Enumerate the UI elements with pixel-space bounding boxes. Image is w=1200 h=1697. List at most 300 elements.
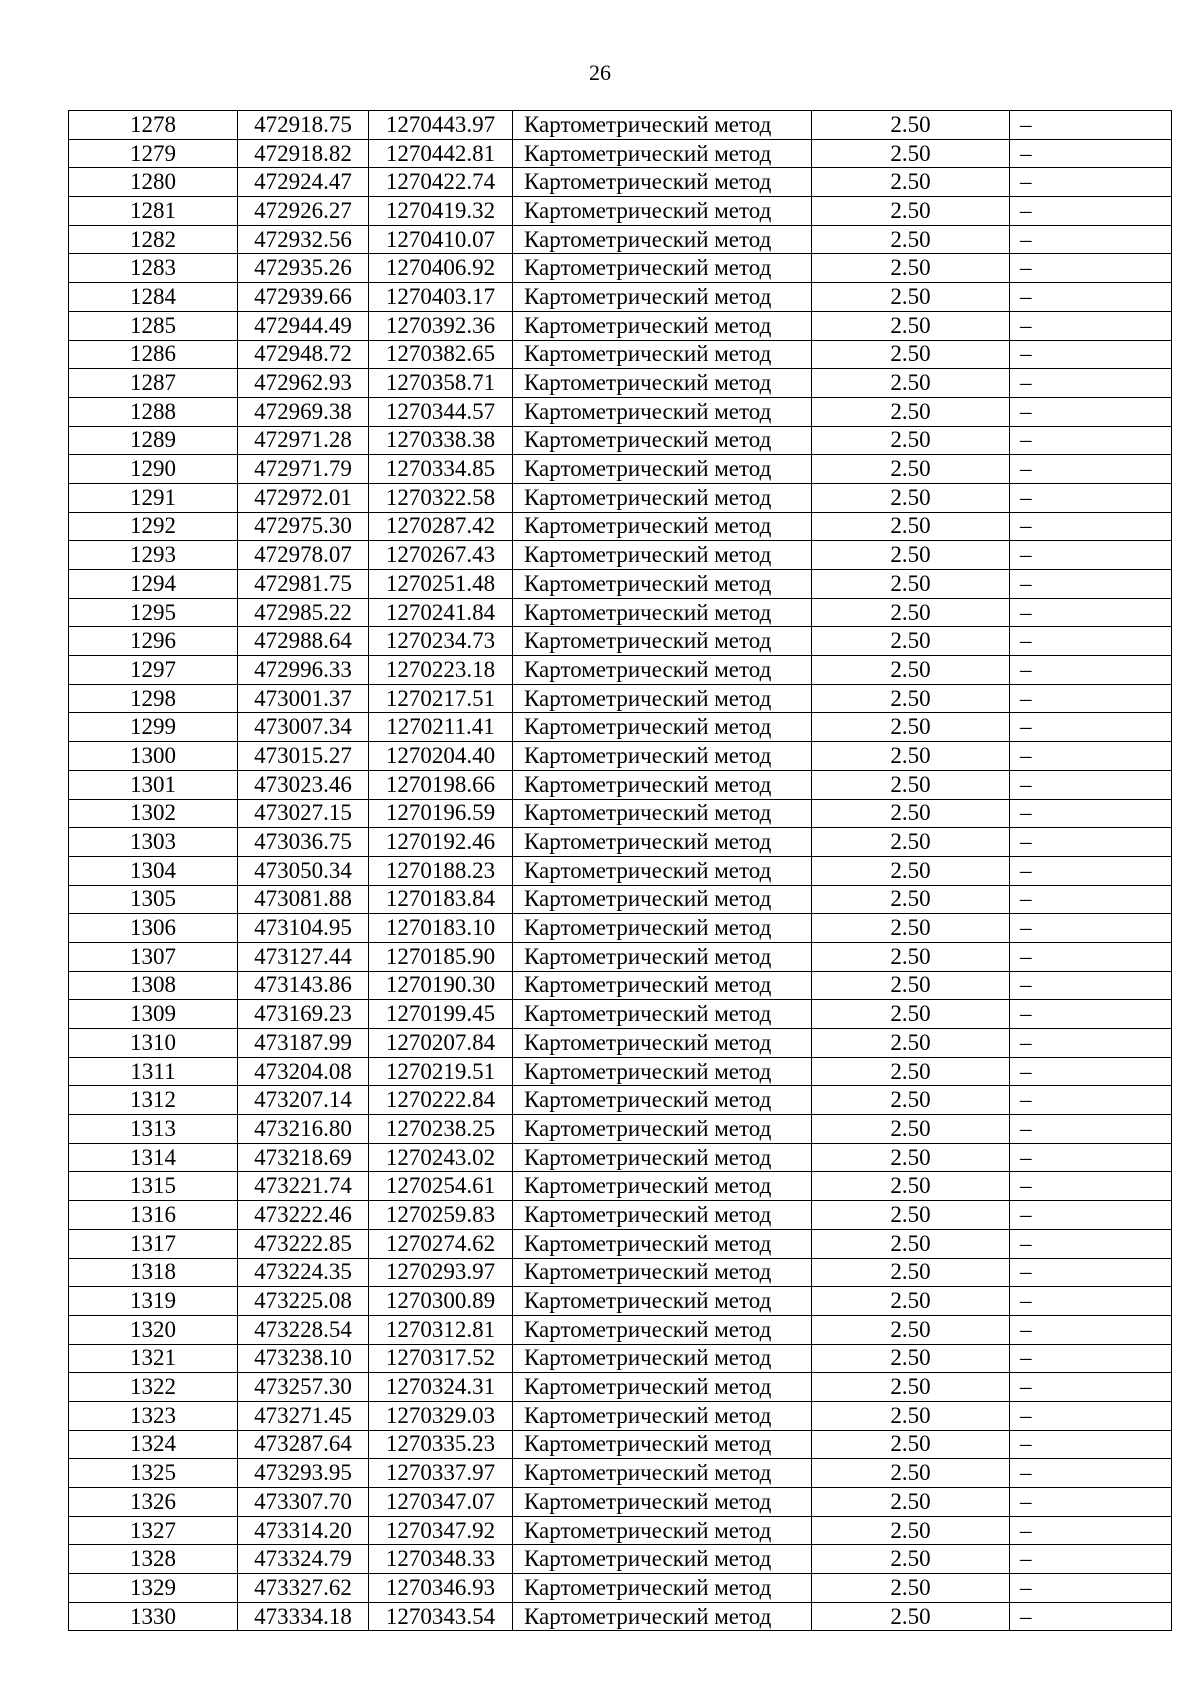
point-number-cell: 1328: [69, 1545, 238, 1574]
y-coordinate-cell: 1270346.93: [369, 1574, 513, 1603]
method-cell: Картометрический метод: [513, 1229, 812, 1258]
x-coordinate-cell: 473187.99: [238, 1029, 369, 1058]
note-cell: –: [1010, 598, 1172, 627]
note-cell: –: [1010, 1545, 1172, 1574]
note-cell: –: [1010, 1315, 1172, 1344]
method-cell: Картометрический метод: [513, 512, 812, 541]
method-cell: Картометрический метод: [513, 713, 812, 742]
y-coordinate-cell: 1270287.42: [369, 512, 513, 541]
accuracy-cell: 2.50: [812, 656, 1010, 685]
note-cell: –: [1010, 1488, 1172, 1517]
note-cell: –: [1010, 656, 1172, 685]
note-cell: –: [1010, 340, 1172, 369]
x-coordinate-cell: 473222.46: [238, 1201, 369, 1230]
table-row: [69, 1344, 1172, 1373]
note-cell: –: [1010, 1516, 1172, 1545]
note-cell: –: [1010, 1115, 1172, 1144]
method-cell: Картометрический метод: [513, 770, 812, 799]
note-cell: –: [1010, 828, 1172, 857]
method-cell: Картометрический метод: [513, 139, 812, 168]
point-number-cell: 1307: [69, 942, 238, 971]
point-number-cell: 1294: [69, 570, 238, 599]
x-coordinate-cell: 473224.35: [238, 1258, 369, 1287]
x-coordinate-cell: 472926.27: [238, 197, 369, 226]
y-coordinate-cell: 1270358.71: [369, 369, 513, 398]
table-row: [69, 197, 1172, 226]
accuracy-cell: 2.50: [812, 1029, 1010, 1058]
point-number-cell: 1292: [69, 512, 238, 541]
note-cell: –: [1010, 684, 1172, 713]
method-cell: Картометрический метод: [513, 1401, 812, 1430]
table-row: [69, 1602, 1172, 1631]
table-row: [69, 1029, 1172, 1058]
point-number-cell: 1279: [69, 139, 238, 168]
y-coordinate-cell: 1270274.62: [369, 1229, 513, 1258]
table-row: [69, 541, 1172, 570]
table-row: [69, 713, 1172, 742]
accuracy-cell: 2.50: [812, 1258, 1010, 1287]
accuracy-cell: 2.50: [812, 1488, 1010, 1517]
point-number-cell: 1327: [69, 1516, 238, 1545]
accuracy-cell: 2.50: [812, 1201, 1010, 1230]
method-cell: Картометрический метод: [513, 225, 812, 254]
method-cell: Картометрический метод: [513, 197, 812, 226]
note-cell: –: [1010, 971, 1172, 1000]
y-coordinate-cell: 1270190.30: [369, 971, 513, 1000]
note-cell: –: [1010, 1287, 1172, 1316]
x-coordinate-cell: 472939.66: [238, 283, 369, 312]
table-row: [69, 1315, 1172, 1344]
method-cell: Картометрический метод: [513, 1344, 812, 1373]
method-cell: Картометрический метод: [513, 1115, 812, 1144]
accuracy-cell: 2.50: [812, 340, 1010, 369]
table-row: [69, 1545, 1172, 1574]
y-coordinate-cell: 1270300.89: [369, 1287, 513, 1316]
accuracy-cell: 2.50: [812, 570, 1010, 599]
y-coordinate-cell: 1270324.31: [369, 1373, 513, 1402]
method-cell: Картометрический метод: [513, 627, 812, 656]
point-number-cell: 1305: [69, 885, 238, 914]
y-coordinate-cell: 1270204.40: [369, 742, 513, 771]
note-cell: –: [1010, 541, 1172, 570]
note-cell: –: [1010, 1373, 1172, 1402]
table-row: [69, 225, 1172, 254]
table-row: [69, 455, 1172, 484]
note-cell: –: [1010, 1029, 1172, 1058]
note-cell: –: [1010, 627, 1172, 656]
accuracy-cell: 2.50: [812, 311, 1010, 340]
method-cell: Картометрический метод: [513, 1430, 812, 1459]
y-coordinate-cell: 1270267.43: [369, 541, 513, 570]
table-row: [69, 283, 1172, 312]
table-row: [69, 1086, 1172, 1115]
point-number-cell: 1312: [69, 1086, 238, 1115]
accuracy-cell: 2.50: [812, 828, 1010, 857]
point-number-cell: 1286: [69, 340, 238, 369]
method-cell: Картометрический метод: [513, 1488, 812, 1517]
point-number-cell: 1288: [69, 397, 238, 426]
method-cell: Картометрический метод: [513, 885, 812, 914]
table-row: [69, 1459, 1172, 1488]
y-coordinate-cell: 1270241.84: [369, 598, 513, 627]
note-cell: –: [1010, 1086, 1172, 1115]
note-cell: –: [1010, 197, 1172, 226]
point-number-cell: 1311: [69, 1057, 238, 1086]
point-number-cell: 1330: [69, 1602, 238, 1631]
method-cell: Картометрический метод: [513, 1258, 812, 1287]
method-cell: Картометрический метод: [513, 684, 812, 713]
y-coordinate-cell: 1270243.02: [369, 1143, 513, 1172]
y-coordinate-cell: 1270196.59: [369, 799, 513, 828]
method-cell: Картометрический метод: [513, 914, 812, 943]
y-coordinate-cell: 1270347.92: [369, 1516, 513, 1545]
method-cell: Картометрический метод: [513, 1602, 812, 1631]
x-coordinate-cell: 472985.22: [238, 598, 369, 627]
y-coordinate-cell: 1270338.38: [369, 426, 513, 455]
coordinates-table: [68, 110, 1172, 1631]
point-number-cell: 1287: [69, 369, 238, 398]
accuracy-cell: 2.50: [812, 168, 1010, 197]
note-cell: –: [1010, 455, 1172, 484]
x-coordinate-cell: 473050.34: [238, 856, 369, 885]
table-row: [69, 1057, 1172, 1086]
point-number-cell: 1290: [69, 455, 238, 484]
point-number-cell: 1285: [69, 311, 238, 340]
y-coordinate-cell: 1270183.10: [369, 914, 513, 943]
x-coordinate-cell: 473127.44: [238, 942, 369, 971]
table-row: [69, 340, 1172, 369]
x-coordinate-cell: 473015.27: [238, 742, 369, 771]
note-cell: –: [1010, 1057, 1172, 1086]
x-coordinate-cell: 473287.64: [238, 1430, 369, 1459]
y-coordinate-cell: 1270403.17: [369, 283, 513, 312]
note-cell: –: [1010, 856, 1172, 885]
note-cell: –: [1010, 512, 1172, 541]
point-number-cell: 1281: [69, 197, 238, 226]
x-coordinate-cell: 472996.33: [238, 656, 369, 685]
accuracy-cell: 2.50: [812, 684, 1010, 713]
accuracy-cell: 2.50: [812, 1344, 1010, 1373]
point-number-cell: 1283: [69, 254, 238, 283]
table-row: [69, 512, 1172, 541]
method-cell: Картометрический метод: [513, 168, 812, 197]
table-row: [69, 111, 1172, 140]
y-coordinate-cell: 1270419.32: [369, 197, 513, 226]
note-cell: –: [1010, 1344, 1172, 1373]
accuracy-cell: 2.50: [812, 283, 1010, 312]
accuracy-cell: 2.50: [812, 1287, 1010, 1316]
x-coordinate-cell: 473222.85: [238, 1229, 369, 1258]
note-cell: –: [1010, 1000, 1172, 1029]
point-number-cell: 1303: [69, 828, 238, 857]
x-coordinate-cell: 472978.07: [238, 541, 369, 570]
table-row: [69, 1229, 1172, 1258]
point-number-cell: 1322: [69, 1373, 238, 1402]
x-coordinate-cell: 472971.79: [238, 455, 369, 484]
y-coordinate-cell: 1270293.97: [369, 1258, 513, 1287]
note-cell: –: [1010, 311, 1172, 340]
x-coordinate-cell: 473169.23: [238, 1000, 369, 1029]
accuracy-cell: 2.50: [812, 197, 1010, 226]
x-coordinate-cell: 473228.54: [238, 1315, 369, 1344]
table-row: [69, 684, 1172, 713]
method-cell: Картометрический метод: [513, 369, 812, 398]
accuracy-cell: 2.50: [812, 397, 1010, 426]
point-number-cell: 1299: [69, 713, 238, 742]
accuracy-cell: 2.50: [812, 1401, 1010, 1430]
point-number-cell: 1317: [69, 1229, 238, 1258]
point-number-cell: 1289: [69, 426, 238, 455]
note-cell: –: [1010, 139, 1172, 168]
point-number-cell: 1323: [69, 1401, 238, 1430]
accuracy-cell: 2.50: [812, 1086, 1010, 1115]
note-cell: –: [1010, 225, 1172, 254]
method-cell: Картометрический метод: [513, 1086, 812, 1115]
x-coordinate-cell: 472918.82: [238, 139, 369, 168]
accuracy-cell: 2.50: [812, 713, 1010, 742]
accuracy-cell: 2.50: [812, 1602, 1010, 1631]
accuracy-cell: 2.50: [812, 225, 1010, 254]
table-row: [69, 426, 1172, 455]
y-coordinate-cell: 1270192.46: [369, 828, 513, 857]
point-number-cell: 1282: [69, 225, 238, 254]
accuracy-cell: 2.50: [812, 1315, 1010, 1344]
point-number-cell: 1316: [69, 1201, 238, 1230]
y-coordinate-cell: 1270329.03: [369, 1401, 513, 1430]
x-coordinate-cell: 473036.75: [238, 828, 369, 857]
point-number-cell: 1293: [69, 541, 238, 570]
point-number-cell: 1313: [69, 1115, 238, 1144]
y-coordinate-cell: 1270198.66: [369, 770, 513, 799]
table-row: [69, 1000, 1172, 1029]
x-coordinate-cell: 473271.45: [238, 1401, 369, 1430]
accuracy-cell: 2.50: [812, 1459, 1010, 1488]
x-coordinate-cell: 473307.70: [238, 1488, 369, 1517]
method-cell: Картометрический метод: [513, 1516, 812, 1545]
method-cell: Картометрический метод: [513, 942, 812, 971]
table-row: [69, 168, 1172, 197]
x-coordinate-cell: 473257.30: [238, 1373, 369, 1402]
accuracy-cell: 2.50: [812, 770, 1010, 799]
note-cell: –: [1010, 1143, 1172, 1172]
table-row: [69, 1574, 1172, 1603]
y-coordinate-cell: 1270207.84: [369, 1029, 513, 1058]
note-cell: –: [1010, 1459, 1172, 1488]
table-row: [69, 1401, 1172, 1430]
table-row: [69, 1201, 1172, 1230]
y-coordinate-cell: 1270406.92: [369, 254, 513, 283]
note-cell: –: [1010, 1401, 1172, 1430]
y-coordinate-cell: 1270254.61: [369, 1172, 513, 1201]
y-coordinate-cell: 1270219.51: [369, 1057, 513, 1086]
y-coordinate-cell: 1270410.07: [369, 225, 513, 254]
note-cell: –: [1010, 254, 1172, 283]
table-row: [69, 1430, 1172, 1459]
y-coordinate-cell: 1270382.65: [369, 340, 513, 369]
note-cell: –: [1010, 914, 1172, 943]
point-number-cell: 1318: [69, 1258, 238, 1287]
y-coordinate-cell: 1270312.81: [369, 1315, 513, 1344]
note-cell: –: [1010, 570, 1172, 599]
table-row: [69, 570, 1172, 599]
method-cell: Картометрический метод: [513, 283, 812, 312]
table-row: [69, 397, 1172, 426]
y-coordinate-cell: 1270259.83: [369, 1201, 513, 1230]
point-number-cell: 1320: [69, 1315, 238, 1344]
note-cell: –: [1010, 1229, 1172, 1258]
method-cell: Картометрический метод: [513, 570, 812, 599]
x-coordinate-cell: 472932.56: [238, 225, 369, 254]
table-row: [69, 942, 1172, 971]
point-number-cell: 1298: [69, 684, 238, 713]
method-cell: Картометрический метод: [513, 742, 812, 771]
y-coordinate-cell: 1270337.97: [369, 1459, 513, 1488]
table-row: [69, 656, 1172, 685]
point-number-cell: 1324: [69, 1430, 238, 1459]
point-number-cell: 1304: [69, 856, 238, 885]
point-number-cell: 1310: [69, 1029, 238, 1058]
point-number-cell: 1297: [69, 656, 238, 685]
method-cell: Картометрический метод: [513, 1057, 812, 1086]
table-row: [69, 1488, 1172, 1517]
x-coordinate-cell: 473221.74: [238, 1172, 369, 1201]
table-row: [69, 914, 1172, 943]
point-number-cell: 1300: [69, 742, 238, 771]
coordinates-table-body: [69, 111, 1172, 1631]
point-number-cell: 1325: [69, 1459, 238, 1488]
page-number: 26: [589, 60, 611, 85]
accuracy-cell: 2.50: [812, 1057, 1010, 1086]
note-cell: –: [1010, 770, 1172, 799]
point-number-cell: 1319: [69, 1287, 238, 1316]
x-coordinate-cell: 473314.20: [238, 1516, 369, 1545]
note-cell: –: [1010, 799, 1172, 828]
table-row: [69, 1172, 1172, 1201]
accuracy-cell: 2.50: [812, 1574, 1010, 1603]
table-row: [69, 311, 1172, 340]
method-cell: Картометрический метод: [513, 455, 812, 484]
x-coordinate-cell: 473143.86: [238, 971, 369, 1000]
accuracy-cell: 2.50: [812, 885, 1010, 914]
y-coordinate-cell: 1270442.81: [369, 139, 513, 168]
x-coordinate-cell: 473081.88: [238, 885, 369, 914]
point-number-cell: 1326: [69, 1488, 238, 1517]
method-cell: Картометрический метод: [513, 340, 812, 369]
x-coordinate-cell: 473324.79: [238, 1545, 369, 1574]
table-row: [69, 885, 1172, 914]
accuracy-cell: 2.50: [812, 914, 1010, 943]
accuracy-cell: 2.50: [812, 483, 1010, 512]
note-cell: –: [1010, 742, 1172, 771]
table-row: [69, 598, 1172, 627]
y-coordinate-cell: 1270183.84: [369, 885, 513, 914]
accuracy-cell: 2.50: [812, 426, 1010, 455]
x-coordinate-cell: 473334.18: [238, 1602, 369, 1631]
method-cell: Картометрический метод: [513, 541, 812, 570]
x-coordinate-cell: 472971.28: [238, 426, 369, 455]
method-cell: Картометрический метод: [513, 1000, 812, 1029]
accuracy-cell: 2.50: [812, 1143, 1010, 1172]
accuracy-cell: 2.50: [812, 1115, 1010, 1144]
y-coordinate-cell: 1270443.97: [369, 111, 513, 140]
accuracy-cell: 2.50: [812, 369, 1010, 398]
y-coordinate-cell: 1270185.90: [369, 942, 513, 971]
x-coordinate-cell: 472988.64: [238, 627, 369, 656]
table-row: [69, 369, 1172, 398]
y-coordinate-cell: 1270334.85: [369, 455, 513, 484]
note-cell: –: [1010, 1430, 1172, 1459]
y-coordinate-cell: 1270335.23: [369, 1430, 513, 1459]
method-cell: Картометрический метод: [513, 426, 812, 455]
point-number-cell: 1280: [69, 168, 238, 197]
y-coordinate-cell: 1270422.74: [369, 168, 513, 197]
accuracy-cell: 2.50: [812, 942, 1010, 971]
method-cell: Картометрический метод: [513, 856, 812, 885]
point-number-cell: 1315: [69, 1172, 238, 1201]
point-number-cell: 1296: [69, 627, 238, 656]
point-number-cell: 1302: [69, 799, 238, 828]
table-row: [69, 1287, 1172, 1316]
method-cell: Картометрический метод: [513, 971, 812, 1000]
note-cell: –: [1010, 713, 1172, 742]
method-cell: Картометрический метод: [513, 598, 812, 627]
x-coordinate-cell: 473007.34: [238, 713, 369, 742]
method-cell: Картометрический метод: [513, 1545, 812, 1574]
y-coordinate-cell: 1270392.36: [369, 311, 513, 340]
accuracy-cell: 2.50: [812, 541, 1010, 570]
x-coordinate-cell: 473225.08: [238, 1287, 369, 1316]
x-coordinate-cell: 473293.95: [238, 1459, 369, 1488]
accuracy-cell: 2.50: [812, 799, 1010, 828]
table-row: [69, 742, 1172, 771]
x-coordinate-cell: 472924.47: [238, 168, 369, 197]
point-number-cell: 1284: [69, 283, 238, 312]
accuracy-cell: 2.50: [812, 1516, 1010, 1545]
accuracy-cell: 2.50: [812, 512, 1010, 541]
point-number-cell: 1309: [69, 1000, 238, 1029]
table-row: [69, 1516, 1172, 1545]
accuracy-cell: 2.50: [812, 598, 1010, 627]
table-row: [69, 1373, 1172, 1402]
x-coordinate-cell: 472975.30: [238, 512, 369, 541]
note-cell: –: [1010, 1172, 1172, 1201]
note-cell: –: [1010, 426, 1172, 455]
y-coordinate-cell: 1270223.18: [369, 656, 513, 685]
note-cell: –: [1010, 483, 1172, 512]
point-number-cell: 1321: [69, 1344, 238, 1373]
method-cell: Картометрический метод: [513, 1287, 812, 1316]
y-coordinate-cell: 1270317.52: [369, 1344, 513, 1373]
y-coordinate-cell: 1270238.25: [369, 1115, 513, 1144]
accuracy-cell: 2.50: [812, 1172, 1010, 1201]
x-coordinate-cell: 472972.01: [238, 483, 369, 512]
method-cell: Картометрический метод: [513, 828, 812, 857]
y-coordinate-cell: 1270348.33: [369, 1545, 513, 1574]
method-cell: Картометрический метод: [513, 483, 812, 512]
accuracy-cell: 2.50: [812, 627, 1010, 656]
accuracy-cell: 2.50: [812, 971, 1010, 1000]
x-coordinate-cell: 472944.49: [238, 311, 369, 340]
note-cell: –: [1010, 942, 1172, 971]
point-number-cell: 1329: [69, 1574, 238, 1603]
x-coordinate-cell: 473001.37: [238, 684, 369, 713]
point-number-cell: 1301: [69, 770, 238, 799]
point-number-cell: 1308: [69, 971, 238, 1000]
x-coordinate-cell: 473238.10: [238, 1344, 369, 1373]
accuracy-cell: 2.50: [812, 742, 1010, 771]
table-row: [69, 1115, 1172, 1144]
table-row: [69, 139, 1172, 168]
